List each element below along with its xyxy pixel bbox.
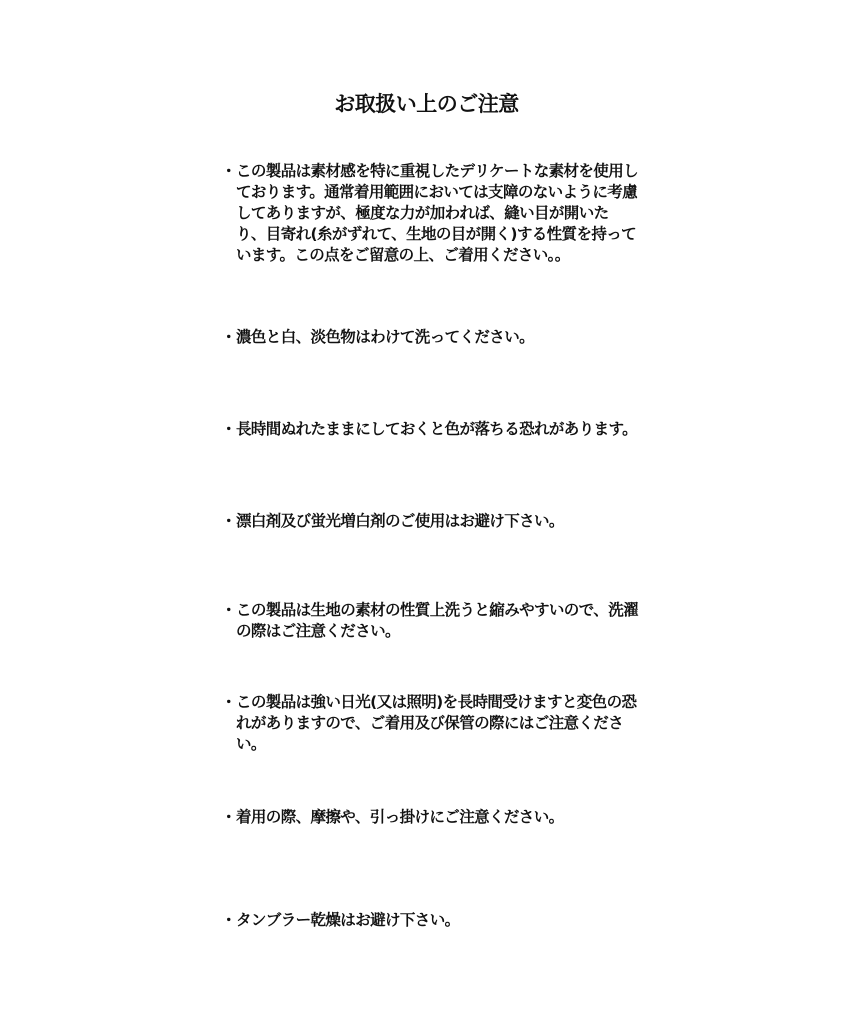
care-note-3: [218, 419, 638, 440]
bullet-icon: ・: [221, 693, 236, 711]
care-note-text: 漂白剤及び蛍光増白剤のご使用はお避け下さい。: [236, 512, 564, 530]
bullet-icon: ・: [221, 808, 236, 826]
care-note-6: [218, 692, 638, 755]
bullet-icon: ・: [221, 911, 236, 929]
care-note-2: [218, 327, 638, 348]
care-note-text: 長時間ぬれたままにしておくと色が落ちる恐れがあります。: [236, 420, 638, 438]
care-note-8: [218, 910, 638, 931]
bullet-icon: ・: [221, 512, 236, 530]
care-note-7: [218, 807, 638, 828]
page-title: お取扱い上のご注意: [334, 92, 519, 116]
care-note-5: [218, 600, 638, 642]
care-note-1: [218, 161, 638, 266]
care-note-text: この製品は生地の素材の性質上洗うと縮みやすいので、洗濯の際はご注意ください。: [236, 601, 638, 640]
bullet-icon: ・: [221, 420, 236, 438]
care-note-text: この製品は強い日光(又は照明)を長時間受けますと変色の恐れがありますので、ご着用及び保管の際にはご注意ください。: [236, 693, 637, 753]
care-note-text: この製品は素材感を特に重視したデリケートな素材を使用しております。通常着用範囲においては支障のないように考慮してありますが、極度な力が加われば、縫い目が開いたり、目寄れ(糸がずれて、生地の目が開く)する性質を持っています。この点をご留意の上、ご着用ください。。: [236, 162, 638, 264]
bullet-icon: ・: [221, 601, 236, 619]
care-note-text: タンブラー乾燥はお避け下さい。: [236, 911, 460, 929]
bullet-icon: ・: [221, 162, 236, 180]
bullet-icon: ・: [221, 328, 236, 346]
care-note-4: [218, 511, 638, 532]
care-note-text: 濃色と白、淡色物はわけて洗ってください。: [236, 328, 535, 346]
care-note-text: 着用の際、摩擦や、引っ掛けにご注意ください。: [236, 808, 564, 826]
